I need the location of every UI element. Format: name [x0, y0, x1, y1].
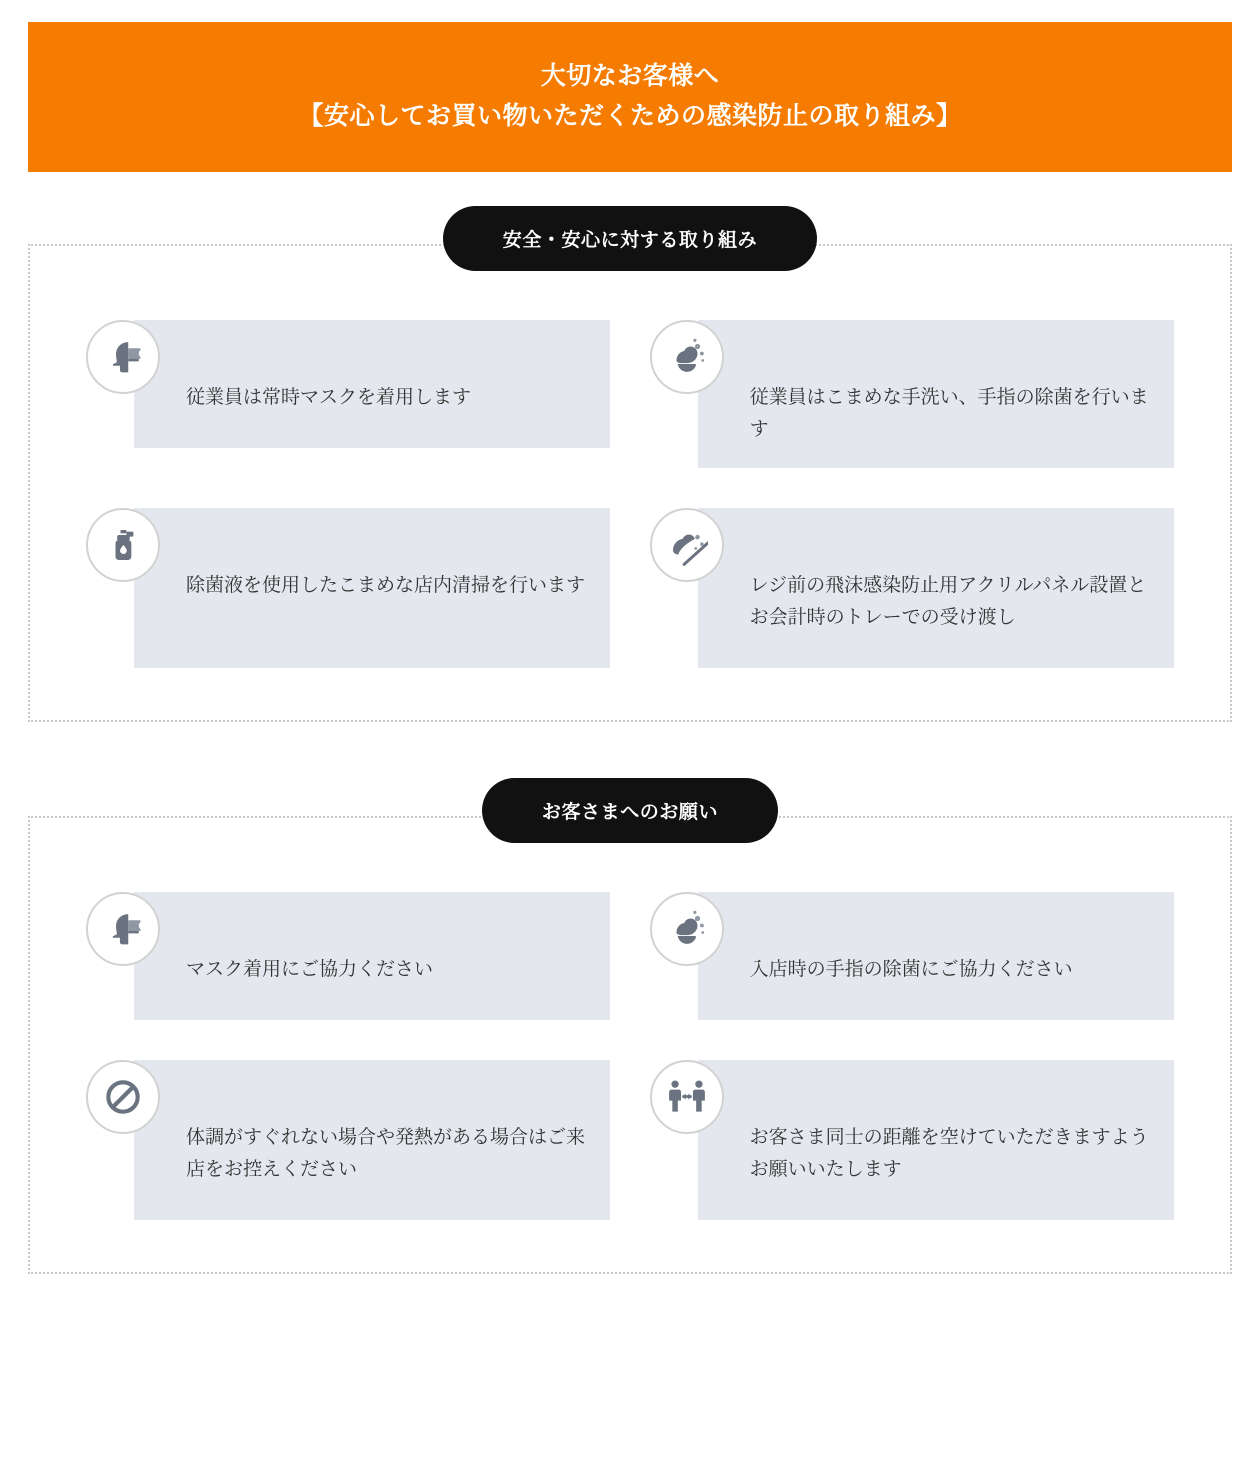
list-item	[650, 320, 1174, 468]
list-item-text: 従業員は常時マスクを着用します	[134, 320, 610, 448]
request-grid	[86, 892, 1174, 1220]
list-item	[86, 1060, 610, 1220]
list-item	[650, 892, 1174, 1020]
social-distance-icon	[650, 1060, 724, 1134]
list-item-text: レジ前の飛沫感染防止用アクリルパネル設置とお会計時のトレーでの受け渡し	[698, 508, 1174, 668]
banner-title-line-2: 【安心してお買い物いただくための感染防止の取り組み】	[298, 102, 962, 130]
prohibited-icon	[86, 1060, 160, 1134]
mask-face-icon	[86, 320, 160, 394]
section-content-box	[28, 244, 1232, 722]
hand-wash-icon	[650, 892, 724, 966]
list-item	[86, 320, 610, 468]
header-banner	[28, 22, 1232, 172]
list-item-text: お客さま同士の距離を空けていただきますようお願いいたします	[698, 1060, 1174, 1220]
bottom-spacer	[0, 1274, 1260, 1320]
list-item-text: 従業員はこまめな手洗い、手指の除菌を行います	[698, 320, 1174, 468]
section-title-badge: 安全・安心に対する取り組み	[443, 206, 817, 271]
banner-title-line-1: 大切なお客様へ	[540, 62, 720, 90]
list-item	[650, 508, 1174, 668]
hand-wash-icon	[650, 320, 724, 394]
no-droplet-icon	[650, 508, 724, 582]
section-content-box	[28, 816, 1232, 1274]
list-item-text: 除菌液を使用したこまめな店内清掃を行います	[134, 508, 610, 668]
section-title-badge: お客さまへのお願い	[482, 778, 778, 843]
section-safety-measures	[28, 230, 1232, 722]
list-item	[650, 1060, 1174, 1220]
sanitizer-bottle-icon	[86, 508, 160, 582]
list-item-text: マスク着用にご協力ください	[134, 892, 610, 1020]
list-item	[86, 508, 610, 668]
section-customer-requests	[28, 801, 1232, 1274]
measure-grid	[86, 320, 1174, 668]
list-item-text: 体調がすぐれない場合や発熱がある場合はご来店をお控えください	[134, 1060, 610, 1220]
list-item-text: 入店時の手指の除菌にご協力ください	[698, 892, 1174, 1020]
list-item	[86, 892, 610, 1020]
mask-face-icon	[86, 892, 160, 966]
